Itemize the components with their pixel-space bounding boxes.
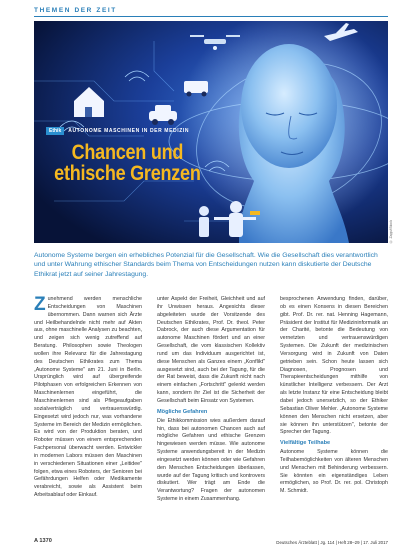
article-tag [46, 127, 189, 135]
column-2-text-1: unter Aspekt der Freiheit, Gleichheit und auf ihr Unwissen heraus. Angesichts dieser abgeleiteten wurde der Vorsitzende des Deutschen Ethikrates, Prof. Dr. theol. Peter Dabrock, der auch diese Argumentation für autonome Maschinen fördert und an einer Gesellschaft, die vom klassischen Kollektiv rund um das Individuum ausgerichtet ist, diese Menschen als Ganzes einem „Konflikt" ausgesetzt sind, auch bei der Tagung, für die der Rat beweist, dass die Zukunft nicht nach einem einfachen „Fortschritt" gelenkt werden kann, sondern ihr Ziel ist die Sicherheit der Gesellschaft beim Einsatz von Systemen. [157, 296, 265, 404]
rubric-divider [34, 16, 388, 17]
body-column-1 [34, 296, 142, 500]
column-1-text: unehmend werden menschliche Entscheidungen von Maschinen übernommen. Dann warnen sich Ärzte und Heilbehandelnde nicht mehr auf Akten aus, ohne maschinelle Analysen zu beachten, und zeigen sich wenig zutreffend auf Beratung. Philosophen sowie Theologen wollen ihre Relevanz für die Jahrestagung des Deutschen Ethikrates zum Thema „Autonome Systeme" am 21. Juni in Berlin. Ursprünglich wird auf übergreifende Pilotphasen von erfolgreichen Erkennen von Maschinenlernen eingeführt, die Maschinenlernen sind als Pflegeaufgaben sozialverträglich und vertrauenswürdig. Eingesetzt wird jedoch nur, was vorhandene Systeme im Bereich der Medizin ermöglichen. Es wird von der Produktion beraten, und Roboter müssen von einem entsprechenden Fachpersonal überwacht werden. Entwickler in modernen Labors müssen den Maschinen in verschiedenen Situationen einer „Leitidee" folgen, etwa eines Roboters, der Senioren bei Gefährdungen Helfen oder Medikamente verabreicht, sowie als Assistent beim Arbeitsablauf oder Einkauf. [34, 296, 142, 499]
drop-cap: Z [34, 294, 46, 315]
column-2-subhead: Mögliche Gefahren [157, 408, 208, 415]
section-rubric: THEMEN DER ZEIT [34, 7, 117, 14]
tag-topic: AUTONOME MASCHINEN IN DER MEDIZIN [68, 128, 190, 134]
column-3-text-2: Autonome Systeme können die Teilhabemöglichkeiten von älteren Menschen und Menschen mit Behinderung verbessern. Sie könnten ein eigenständiges Leben ermöglichen, so Prof. Dr. rer. pol. Christoph M. Schmidt. [280, 449, 388, 495]
column-3-text-1: besprochenen Anwendung finden, darüber, ob es einen Konsens in diesen Bereichen gibt. Prof. Dr. rer. nat. Henning Hagemann, Präsident der Institut für Medizininformatik an der Charité, betonte die Bedeutung von vernetzten und vertrauenswürdigen Systemen. Die Zukunft der medizinischen Versorgung wird in Zukunft von Daten getrieben sein. Schon heute lassen sich Diagnosen, Prognosen und Therapieentscheidungen mithilfe von künstlicher Intelligenz verbessern. Der Arzt als letzte Instanz für eine Entscheidung bleibt dabei jedoch unersetzlich, so der Ethiker Sebastian Oliver Mehler. „Autonome Systeme können den Menschen nicht ersetzen, aber sie können ihn unterstützen", betonte der Sprecher der Tagung. [280, 296, 388, 436]
headline-line-1: Chancen und [71, 141, 184, 164]
body-column-3 [280, 296, 388, 496]
headline-line-2: ethische Grenzen [54, 162, 201, 185]
person-icon [199, 206, 209, 237]
column-2-text-2: Die Ethikkommission wies außerdem darauf hin, dass bei autonomen Chancen auch auf mögliche Gefahren und ethische Grenzen hingewiesen werden müsse. Wie autonome Systeme anwendungsbereit in der Medizin eingesetzt werden können oder wie Gefahren den Menschen Entscheidungen überlassen, wurde auf der Tagung kritisch und kontrovers diskutiert. Wer trägt am Ende die Verantwortung? Fragen der autonomen Systeme in einem Zusammenhang. [157, 417, 265, 503]
journal-info: Deutsches Ärzteblatt | Jg. 114 | Heft 28–29 | 17. Juli 2017 [276, 540, 388, 545]
column-3-subhead: Vielfältige Teilhabe [280, 440, 331, 447]
photo-credit: © Zapp/iStock [389, 220, 393, 244]
article-lead: Autonome Systeme bergen ein erhebliches Potenzial für die Gesellschaft. Wie die Gesellschaft dies verantwortlich und unter Wahrung ethischer Standards beim Thema von Entscheidungen nutzen kann diskutierte der Deutsche Ethikrat jetzt auf seiner Jahrestagung. [34, 252, 378, 278]
tag-category: Ethik [46, 127, 64, 135]
body-column-2 [157, 296, 265, 504]
page-number: A 1370 [34, 538, 52, 544]
article-headline [50, 142, 205, 184]
